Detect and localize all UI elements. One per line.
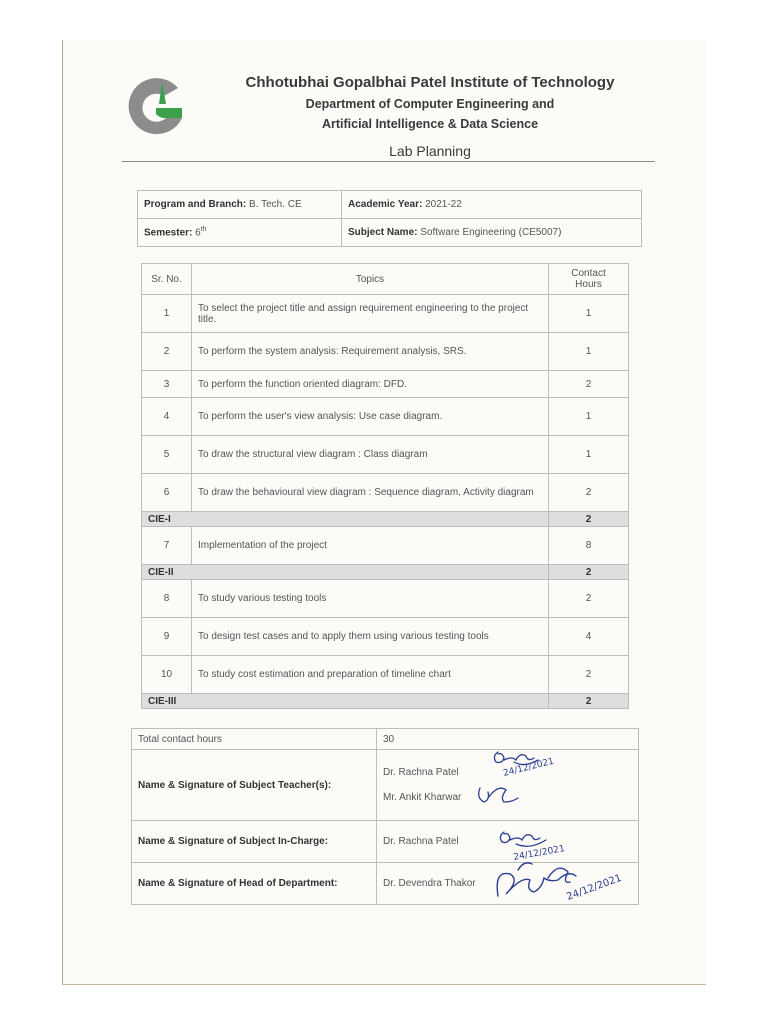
table-row: 2 To perform the system analysis: Requirement analysis, SRS. 1 — [142, 333, 629, 371]
col-hours-header: Contact Hours — [549, 264, 629, 295]
document-title: Lab Planning — [389, 143, 471, 159]
academic-year-cell: Academic Year: 2021-22 — [342, 191, 642, 219]
table-row: 4 To perform the user's view analysis: Use case diagram. 1 — [142, 398, 629, 436]
course-info-table — [137, 190, 642, 247]
incharge-name: Dr. Rachna Patel — [377, 821, 639, 863]
cie-row: CIE-III 2 — [142, 694, 629, 709]
hod-name: Dr. Devendra Thakor — [377, 863, 639, 905]
header-divider — [122, 161, 655, 162]
semester-cell: Semester: 6th — [138, 219, 342, 247]
svg-text:24/12/2021: 24/12/2021 — [502, 756, 556, 779]
subject-cell: Subject Name: Software Engineering (CE5007) — [342, 219, 642, 247]
table-row: 5 To draw the structural view diagram : Class diagram 1 — [142, 436, 629, 474]
cie-row: CIE-II 2 — [142, 565, 629, 580]
institute-logo — [126, 74, 188, 140]
table-row: 10 To study cost estimation and preparation of timeline chart 2 — [142, 656, 629, 694]
signature-table — [131, 728, 639, 905]
table-row: 9 To design test cases and to apply them using various testing tools 4 — [142, 618, 629, 656]
teacher-label: Name & Signature of Subject Teacher(s): — [132, 750, 377, 821]
department-line-2: Artificial Intelligence & Data Science — [321, 117, 539, 131]
table-row: 6 To draw the behavioural view diagram : Sequence diagram, Activity diagram 2 — [142, 474, 629, 512]
total-hours-value: 30 — [377, 729, 639, 750]
total-hours-label: Total contact hours — [132, 729, 377, 750]
table-row: 1 To select the project title and assign requirement engineering to the project title. 1 — [142, 295, 629, 333]
table-row: 3 To perform the function oriented diagram: DFD. 2 — [142, 371, 629, 398]
cie-row: CIE-I 2 — [142, 512, 629, 527]
col-topics-header: Topics — [192, 264, 549, 295]
svg-text:24/12/2021: 24/12/2021 — [565, 872, 624, 903]
department-line-1: Department of Computer Engineering and — [305, 97, 555, 111]
institute-name: Chhotubhai Gopalbhai Patel Institute of Technology — [245, 74, 615, 91]
table-row: 7 Implementation of the project 8 — [142, 527, 629, 565]
teacher-names: Dr. Rachna Patel Mr. Ankit Kharwar — [377, 750, 639, 821]
incharge-label: Name & Signature of Subject In-Charge: — [132, 821, 377, 863]
table-row: 8 To study various testing tools 2 — [142, 580, 629, 618]
col-sr-header: Sr. No. — [142, 264, 192, 295]
hod-label: Name & Signature of Head of Department: — [132, 863, 377, 905]
program-cell: Program and Branch: B. Tech. CE — [138, 191, 342, 219]
svg-text:24/12/2021: 24/12/2021 — [512, 844, 566, 863]
topics-table — [141, 263, 629, 709]
